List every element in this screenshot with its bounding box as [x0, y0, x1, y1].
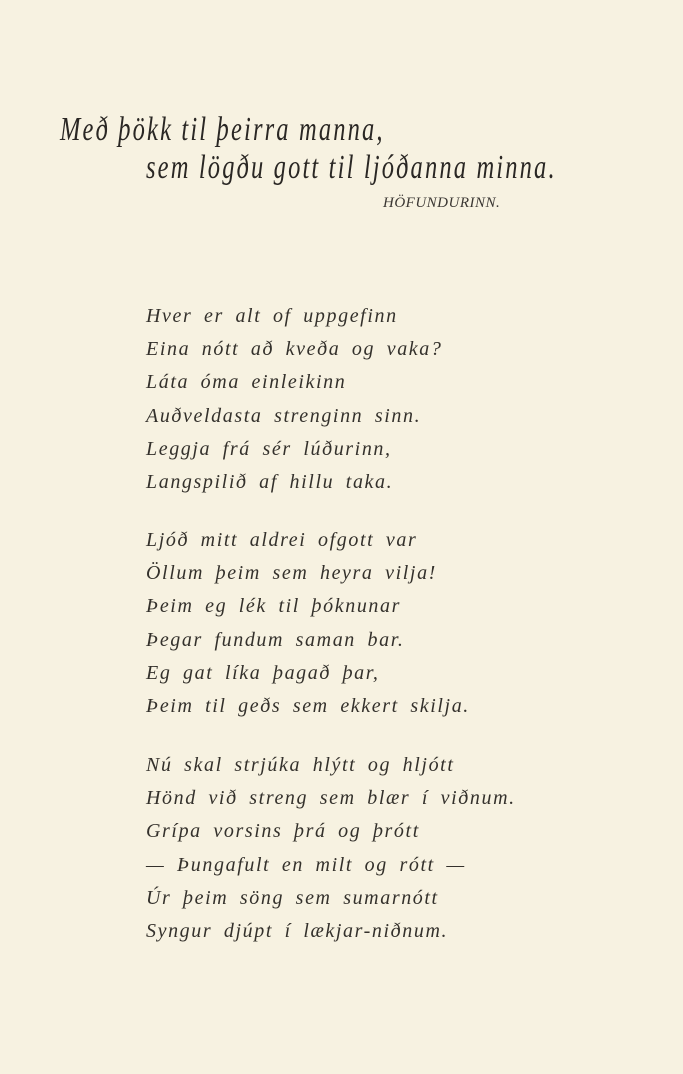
dedication-line-2: sem lögðu gott til ljóðanna minna. [146, 149, 557, 186]
verse-line: Ljóð mitt aldrei ofgott var [146, 529, 418, 551]
verse-line: — Þungafult en milt og rótt — [146, 853, 466, 876]
author-signature: HÖFUNDURINN. [383, 195, 501, 211]
stanza-3 [146, 749, 516, 948]
verse-line: Hver er alt of uppgefinn [146, 305, 398, 327]
stanza-1 [146, 300, 442, 499]
verse-line: Þegar fundum saman bar. [146, 628, 405, 651]
verse-line: Leggja frá sér lúðurinn, [146, 437, 392, 460]
verse-line: Þeim til geðs sem ekkert skilja. [146, 695, 470, 718]
verse-line: Úr þeim söng sem sumarnótt [146, 886, 439, 909]
verse-line: Syngur djúpt í lækjar-niðnum. [146, 920, 449, 943]
verse-line: Nú skal strjúka hlýtt og hljótt [146, 754, 455, 776]
verse-line: Hönd við streng sem blær í viðnum. [146, 787, 516, 810]
verse-line: Grípa vorsins þrá og þrótt [146, 820, 420, 843]
verse-line: Þeim eg lék til þóknunar [146, 595, 402, 618]
verse-line: Láta óma einleikinn [146, 371, 347, 394]
verse-line: Langspilið af hillu taka. [146, 471, 394, 494]
verse-line: Auðveldasta strenginn sinn. [146, 404, 422, 427]
stanza-2 [146, 524, 470, 723]
verse-line: Eina nótt að kveða og vaka? [146, 338, 443, 361]
verse-line: Eg gat líka þagað þar, [146, 661, 380, 684]
dedication-line-1: Með þökk til þeirra manna, [60, 111, 385, 148]
verse-line: Öllum þeim sem heyra vilja! [146, 562, 437, 585]
